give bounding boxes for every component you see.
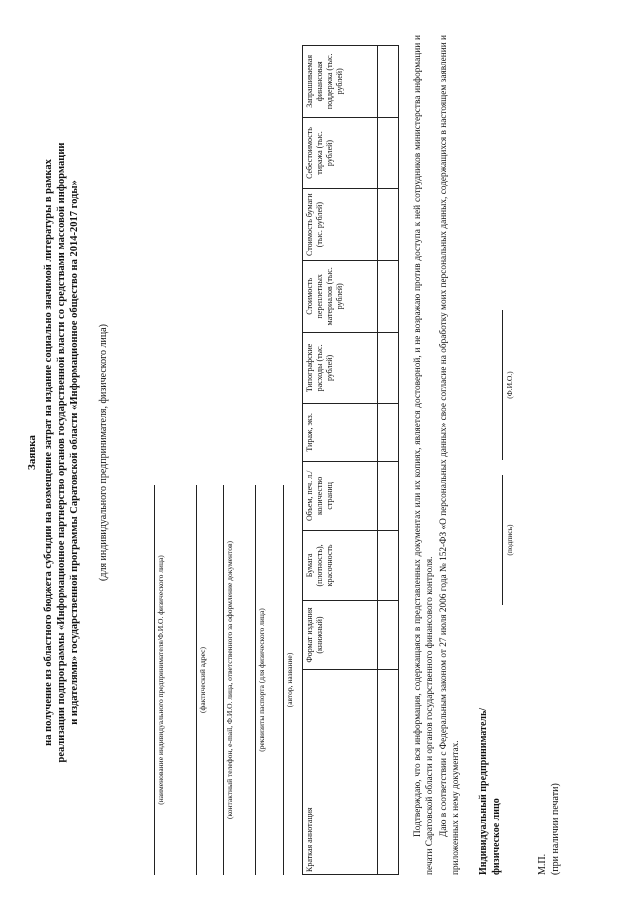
table-header-row (303, 46, 378, 875)
col-paper-cost: Стоимость бумаги (тыс. рублей) (303, 189, 378, 261)
contact-caption: (контактный телефон, e-mail, Ф.И.О. лица, ответственного за оформление документов) (225, 541, 234, 820)
applicant-name-caption: (наименование индивидуального предпринимателя/Ф.И.О. физического лица) (156, 555, 165, 805)
heading-line-3: и издателями» государственной программы Саратовской области «Информационное общество на 2014-2017 годы» (69, 180, 80, 725)
applicant-name-line (154, 485, 155, 875)
name-line (502, 310, 503, 460)
col-cost-price: Себестоимость тиража (тыс. рублей) (303, 117, 378, 189)
address-line (196, 485, 197, 875)
heading-line-2: реализации подпрограммы «Информационное партнерство органов государственной власти со средствами массовой информации (56, 142, 67, 763)
col-annotation: Краткая аннотация (303, 670, 378, 875)
author-title-line (283, 485, 284, 875)
table-cell (378, 670, 399, 875)
form-title: Заявка (26, 435, 38, 470)
author-title-caption: (автор, название) (285, 652, 294, 708)
table-cell (378, 404, 399, 461)
publication-table (302, 45, 399, 875)
address-caption: (фактический адрес) (198, 647, 207, 713)
table-cell (378, 117, 399, 189)
passport-caption: (реквизиты паспорта (для физического лица) (257, 608, 266, 752)
heading-line-1: на получение из областного бюджета субсидии на возмещение затрат на издание социально значимой литературы в рамках (43, 159, 54, 746)
col-binding-costs: Стоимость переплетных материалов (тыс. рублей) (303, 260, 378, 332)
contact-line (223, 485, 224, 875)
confirmation-paragraph: Подтверждаю, что вся информация, содержащаяся в представленных документах или их копиях, является достоверной, и не возражаю против доступа к ней сотрудников министерства информации и печати Саратовской области и органов государственного финансового контроля. (413, 35, 435, 875)
stamp-note: (при наличии печати) (550, 783, 561, 875)
passport-line (255, 485, 256, 875)
col-paper: Бумага (плотность), красочность (303, 531, 378, 601)
table-cell (378, 46, 399, 118)
form-subheading: (для индивидуального предпринимателя, физического лица) (98, 324, 109, 581)
table-cell (378, 531, 399, 601)
table-row (378, 46, 399, 875)
col-requested-support: Запрашиваемая финансовая поддержка (тыс. рублей) (303, 46, 378, 118)
col-printing-costs: Типографские расходы (тыс. рублей) (303, 332, 378, 404)
form-heading (42, 120, 81, 785)
consent-paragraph: Даю в соответствии с Федеральным законом от 27 июля 2006 года № 152-ФЗ «О персональных данных» свое согласие на обработку моих персональных данных, содержащихся в настоящем заявлении и приложенных к нему документах. (439, 35, 461, 875)
table-cell (378, 461, 399, 531)
table-cell (378, 332, 399, 404)
name-caption: (Ф.И.О.) (505, 371, 514, 399)
col-volume: Объем, печ. л./ количество страниц (303, 461, 378, 531)
table-cell (378, 189, 399, 261)
col-print-run: Тираж, экз. (303, 404, 378, 461)
signature-line (502, 475, 503, 605)
col-format: Формат издания (книжный) (303, 600, 378, 670)
signature-caption: (подпись) (505, 524, 514, 556)
signatory-title-1: Индивидуальный предприниматель/ (478, 707, 489, 875)
stamp-label: М.П. (537, 853, 548, 875)
signatory-title-2: физическое лицо (491, 798, 502, 875)
table-cell (378, 600, 399, 670)
table-cell (378, 260, 399, 332)
